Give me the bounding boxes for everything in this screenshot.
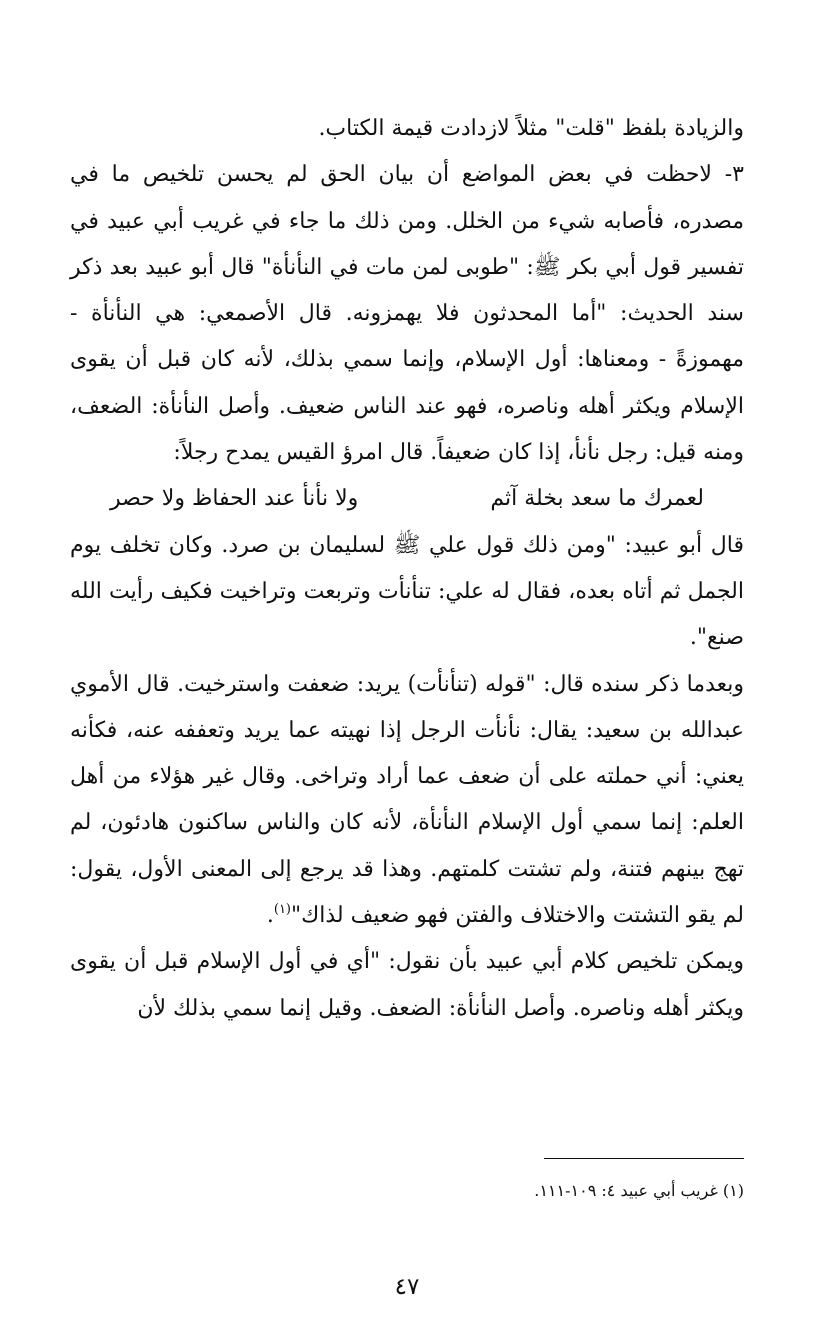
paragraph: ويمكن تلخيص كلام أبي عبيد بأن نقول: "أي في أول الإسلام قبل أن يقوى ويكثر أهله وناصره. وأصل النأنأة: الضعف. وقيل إنما سمي بذلك لأن [70,949,744,1021]
footnote-separator [544,1158,744,1159]
verse-first-hemistich: لعمرك ما سعد بخلة آثم [490,486,704,512]
footnote-marker: (١) [273,901,291,917]
footnote: (١) غريب أبي عبيد ٤: ١٠٩-١١١. [534,1181,744,1200]
paragraph: والزيادة بلفظ "قلت" مثلاً لازدادت قيمة الكتاب. [318,116,744,141]
paragraph: قال أبو عبيد: "ومن ذلك قول علي ﷺ لسليمان بن صرد. وكان تخلف يوم الجمل ثم أتاه بعده، فقال له علي: تنأنأت وتربعت وتراخيت فكيف رأيت الله صنع". [70,532,744,651]
verse-second-hemistich: ولا نأنأ عند الحفاظ ولا حصر [110,486,359,512]
paragraph-end-punctuation: . [266,903,274,929]
main-text [70,106,744,1032]
poetry-verse [70,476,744,522]
paragraph-text: وبعدما ذكر سنده قال: "قوله (تنأنأت) يريد: ضعفت واسترخيت. قال الأموي عبدالله بن سعيد: يقال: نأنأت الرجل إذا نهيته عما يريد وتعففه عنه، فكأنه يعني: أني حملته على أن ضعف عما أراد وتراخى. وقال غير هؤلاء من أهل العلم: إنما سمي أول الإسلام النأنأة، لأنه كان والناس ساكنون هادئون، لم تهج بينهم فتنة، ولم تشتت كلمتهم. وهذا قد يرجع إلى المعنى الأول، يقول: لم يقو التشتت والاختلاف والفتن فهو ضعيف لذاك" [70,671,744,929]
paragraph: ٣- لاحظت في بعض المواضع أن بيان الحق لم يحسن تلخيص ما في مصدره، فأصابه شيء من الخلل. ومن ذلك ما جاء في غريب أبي عبيد في تفسير قول أبي بكر ﷺ: "طوبى لمن مات في النأنأة" قال أبو عبيد بعد ذكر سند الحديث: "أما المحدثون فلا يهمزونه. قال الأصمعي: هي النأنأة - مهموزةً - ومعناها: أول الإسلام، وإنما سمي بذلك، لأنه كان قبل أن يقوى الإسلام ويكثر أهله وناصره، فهو عند الناس ضعيف. وأصل النأنأة: الضعف، ومنه قيل: رجل نأنأ، إذا كان ضعيفاً. قال امرؤ القيس يمدح رجلاً: [70,162,744,466]
page-number: ٤٧ [394,1274,420,1300]
paragraph [70,662,744,940]
